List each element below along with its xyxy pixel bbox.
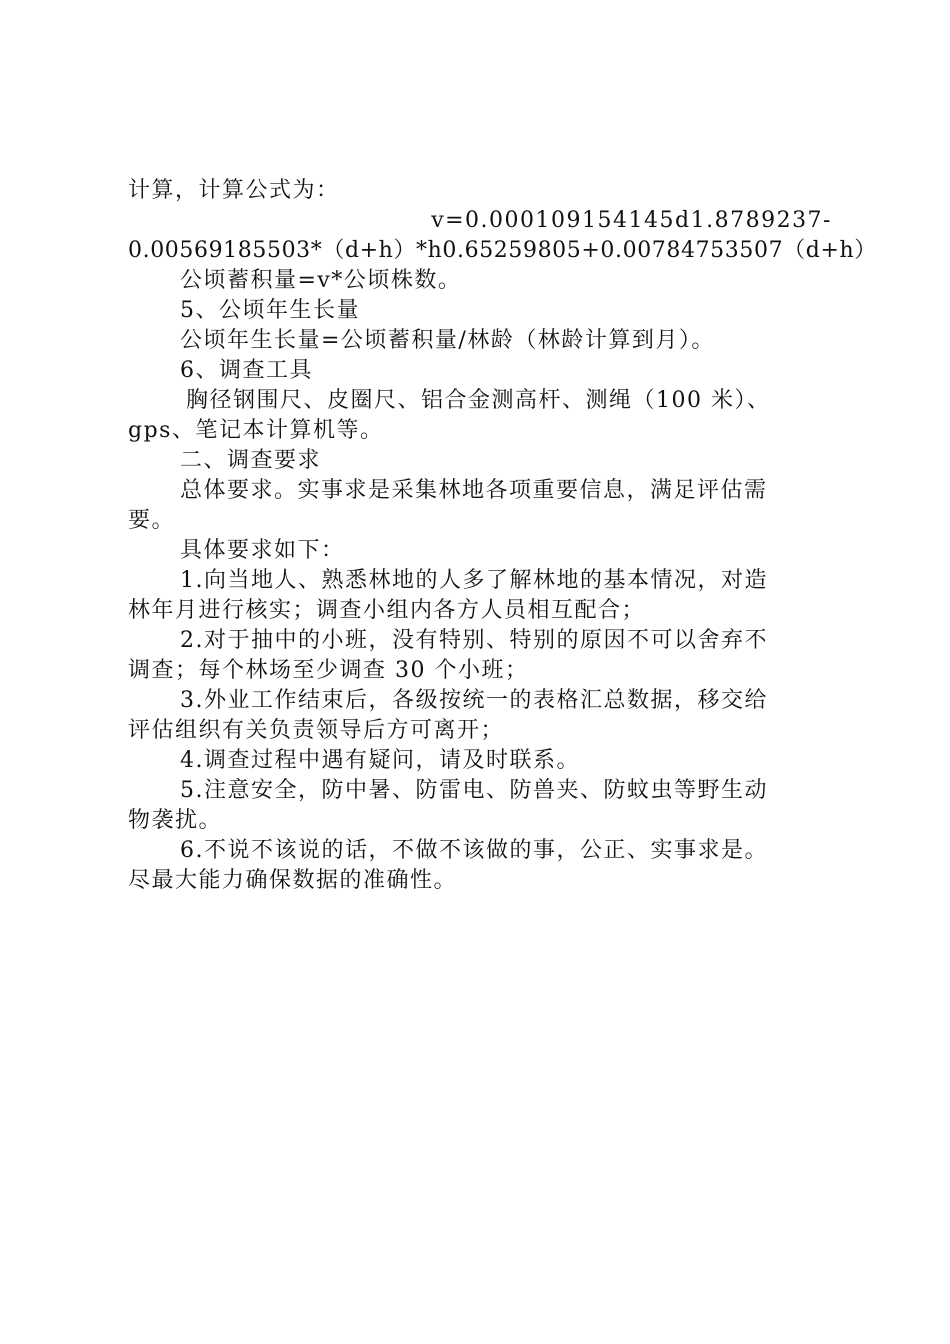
text-line: 要。	[128, 508, 176, 533]
list-item-continuation: 调查；每个林场至少调查 30 个小班；	[128, 658, 529, 683]
list-item-continuation: 评估组织有关负责领导后方可离开；	[128, 718, 505, 743]
list-item: 1.向当地人、熟悉林地的人多了解林地的基本情况，对造	[180, 568, 768, 593]
document-body	[128, 176, 877, 896]
text-line: 总体要求。实事求是采集林地各项重要信息，满足评估需	[180, 478, 768, 503]
section-heading: 5、公顷年生长量	[180, 298, 360, 323]
list-item: 6.不说不该说的话，不做不该做的事，公正、实事求是。	[180, 838, 768, 863]
section-heading: 二、调查要求	[180, 448, 322, 473]
list-item: 2.对于抽中的小班，没有特别、特别的原因不可以舍弃不	[180, 628, 768, 653]
text-line: 具体要求如下：	[180, 538, 345, 563]
text-line: 公顷蓄积量=v*公顷株数。	[180, 268, 462, 293]
section-heading: 6、调查工具	[180, 358, 313, 383]
text-line: gps、笔记本计算机等。	[128, 418, 384, 443]
formula-line: v=0.000109154145d1.8789237-	[431, 208, 832, 233]
formula-line: 0.00569185503*（d+h）*h0.65259805+0.00784753507（d+h）	[128, 238, 877, 263]
text-line: 公顷年生长量=公顷蓄积量/林龄（林龄计算到月）。	[180, 328, 715, 353]
list-item-continuation: 林年月进行核实；调查小组内各方人员相互配合；	[128, 598, 646, 623]
text-line: 胸径钢围尺、皮圈尺、铝合金测高杆、测绳（100 米）、	[186, 388, 771, 413]
list-item-continuation: 物袭扰。	[128, 808, 223, 833]
list-item-continuation: 尽最大能力确保数据的准确性。	[128, 868, 458, 893]
list-item: 4.调查过程中遇有疑问，请及时联系。	[180, 748, 580, 773]
list-item: 3.外业工作结束后，各级按统一的表格汇总数据，移交给	[180, 688, 768, 713]
list-item: 5.注意安全，防中暑、防雷电、防兽夹、防蚊虫等野生动	[180, 778, 768, 803]
text-line: 计算，计算公式为：	[128, 178, 340, 203]
